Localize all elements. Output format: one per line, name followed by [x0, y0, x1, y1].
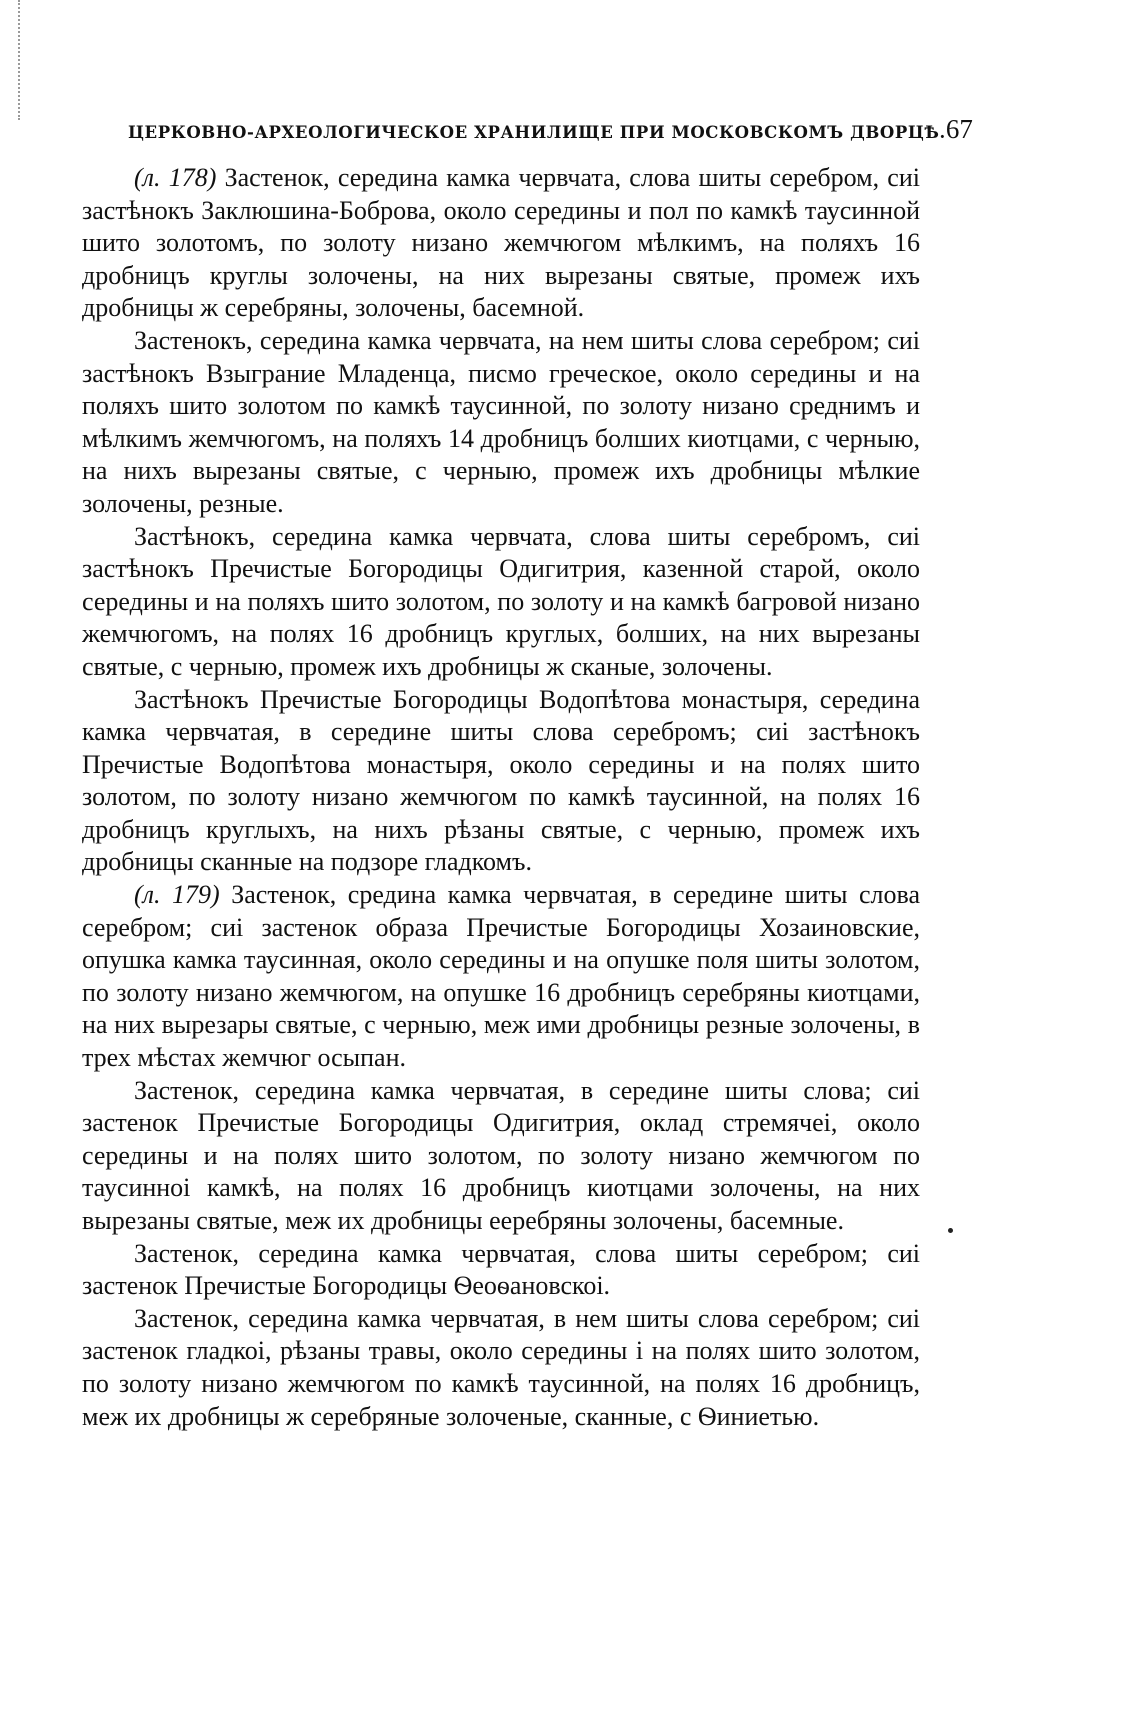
paragraph-2 — [82, 325, 920, 521]
running-title: ЦЕРКОВНО-АРХЕОЛОГИЧЕСКОЕ ХРАНИЛИЩЕ ПРИ МОСКОВСКОМЪ ДВОРЦѢ. — [128, 123, 946, 142]
scan-speck — [948, 1228, 953, 1233]
body-text — [82, 162, 920, 1612]
paragraph-text: Застенок, середина камка червчата, слова шиты серебром, сиі застѣнокъ Заклюшина-Боброва, около середины и пол по камкѣ таусинной шито золотомъ, по золоту низано жемчюгом мѣлкимъ, на поляхъ 16 дробницъ круглы золочены, на них вырезаны святые, промеж ихъ дробницы ж серебряны, золочены, басемной. — [82, 163, 920, 323]
paragraph-5 — [82, 879, 920, 1075]
paragraph-text: Застенок, средина камка червчатая, в середине шиты слова серебром; сиі застенок образа Пречистые Богородицы Хозаиновские, опушка камка таусинная, около середины и на опушке поля шиты золотом, по золоту низано жемчюгом, на опушке 16 дробницъ серебряны киотцами, на них вырезары святые, с черныю, меж ими дробницы резные золочены, в трех мѣстах жемчюг осыпан. — [82, 880, 920, 1073]
paragraph-text: Застенок, середина камка червчатая, слова шиты серебром; сиі застенок Пречистые Богородицы Ѳеоѳановскоі. — [82, 1238, 920, 1301]
folio-reference: (л. 179) — [134, 880, 220, 910]
paragraph-text: Застенок, середина камка червчатая, в нем шиты слова серебром; сиі застенок гладкоі, рѣзаны травы, около середины і на полях шито золотом, по золоту низано жемчюгом по камкѣ таусинной, на полях 16 дробницъ, меж их дробницы ж серебряные золоченые, сканные, с Ѳиниетью. — [82, 1303, 920, 1431]
paragraph-4 — [82, 684, 920, 880]
scan-edge-mark — [18, 0, 22, 120]
paragraph-1 — [82, 162, 920, 325]
paragraph-7 — [82, 1238, 920, 1303]
paragraph-text: Застенокъ, середина камка червчата, на нем шиты слова серебром; сиі застѣнокъ Взыграние Младенца, писмо греческое, около середины и на поляхъ шито золотом по камкѣ таусинной, по золоту низано среднимъ и мѣлкимъ жемчюгомъ, на поляхъ 14 дробницъ болших киотцами, с черныю, на нихъ вырезаны святые, с черныю, промеж ихъ дробницы мѣлкие золочены, резные. — [82, 325, 920, 518]
paragraph-text: Застенок, середина камка червчатая, в середине шиты слова; сиі застенок Пречистые Богородицы Одигитрия, оклад стремячеі, около середины и на полях шито золотом, по золоту низано жемчюгом по таусинноі камкѣ, на полях 16 дробницъ киотцами золочены, на них вырезаны святые, меж их дробницы ееребряны золочены, басемные. — [82, 1075, 920, 1235]
paragraph-3 — [82, 521, 920, 684]
running-header — [128, 114, 973, 150]
paragraph-6 — [82, 1075, 920, 1238]
paragraph-text: Застѣнокъ Пречистые Богородицы Водопѣтова монастыря, середина камка червчатая, в середине шиты слова серебромъ; сиі застѣнокъ Пречистые Водопѣтова монастыря, около середины и на полях шито золотом, по золоту низано жемчюгом по камкѣ таусинной, на полях 16 дробницъ круглыхъ, на нихъ рѣзаны святые, с черныю, промеж ихъ дробницы сканные на подзоре гладкомъ. — [82, 684, 920, 877]
paragraph-8 — [82, 1303, 920, 1433]
page-number: 67 — [945, 114, 973, 144]
paragraph-text: Застѣнокъ, середина камка червчата, слова шиты серебромъ, сиі застѣнокъ Пречистые Богородицы Одигитрия, казенной старой, около середины и на поляхъ шито золотом, по золоту и на камкѣ багровой низано жемчюгомъ, на полях 16 дробницъ круглых, болших, на них вырезаны святые, с черныю, промеж ихъ дробницы ж сканые, золочены. — [82, 521, 920, 681]
folio-reference: (л. 178) — [134, 163, 217, 192]
